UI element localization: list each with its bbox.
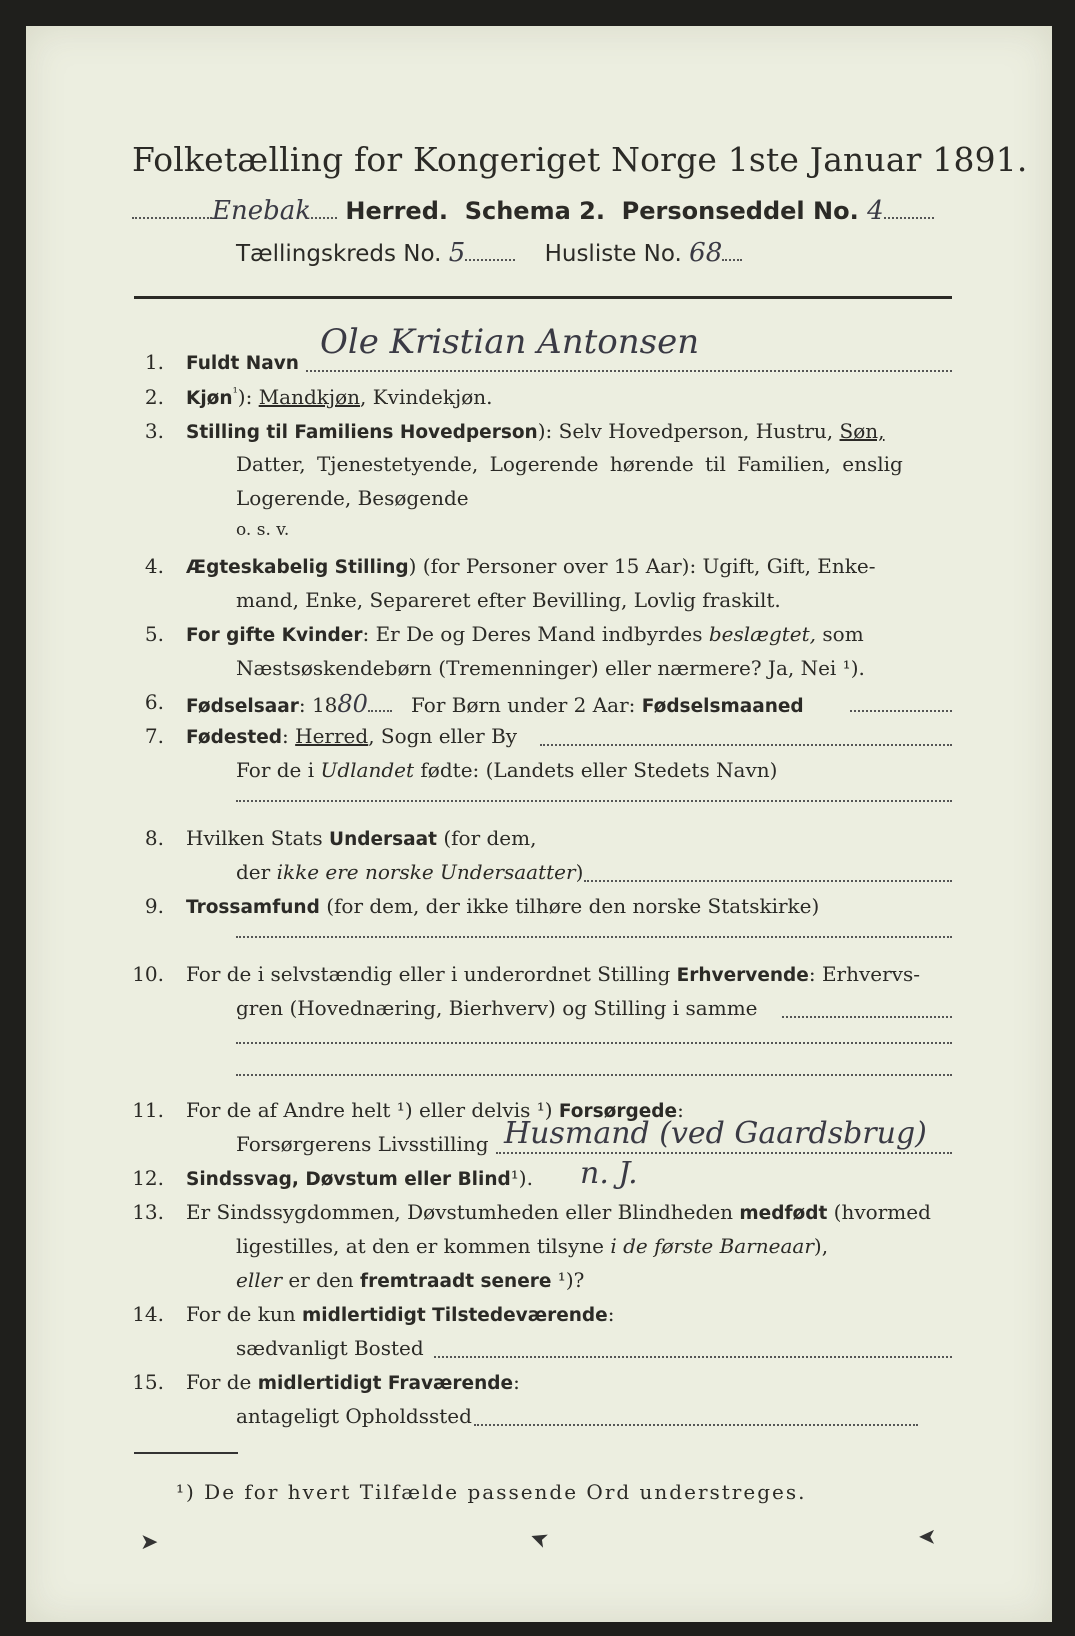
q14-row-2: sædvanligt Bosted <box>236 1336 424 1360</box>
herred-label: Herred. <box>345 197 448 225</box>
q7-fill-line <box>540 744 952 746</box>
q8-text-italic: ikke ere norske Undersaatter <box>276 860 576 884</box>
q7-text-sogn: , Sogn eller By <box>368 724 518 748</box>
q2-footnote-mark: ¹ <box>232 385 238 401</box>
q3-row-1 <box>186 419 885 443</box>
personseddel-label: Personseddel No. <box>621 197 859 225</box>
q6-label: Fødselsaar <box>186 696 299 717</box>
q3-row-3: Logerende, Besøgende <box>236 486 469 510</box>
q12-row <box>186 1166 533 1190</box>
q5-row-2: Næstsøskendebørn (Tremenninger) eller nærmere? Ja, Nei ¹). <box>236 656 865 680</box>
q13-text-3b: er den <box>282 1268 361 1292</box>
q13-row-2 <box>236 1234 828 1258</box>
footnote-rule <box>134 1452 238 1454</box>
item-number-2: 2. <box>144 385 164 409</box>
dotted-leader <box>884 217 934 219</box>
q3-row-2: Datter, Tjenestetyende, Logerende hørende til Familien, enslig <box>236 452 903 476</box>
q7-text-2a: For de i <box>236 758 321 782</box>
footnote: ¹) De for hvert Tilfælde passende Ord understreges. <box>176 1480 807 1504</box>
q2-option-kvindekjon: , Kvindekjøn. <box>360 385 493 409</box>
q7-option-herred-underlined: Herred <box>295 724 369 748</box>
q14-text-2: : <box>607 1302 615 1326</box>
q2-separator: ): <box>237 385 259 409</box>
item-number-8: 8. <box>144 826 164 850</box>
q15-label: midlertidigt Fraværende <box>257 1373 514 1394</box>
item-number-11: 11. <box>132 1098 164 1122</box>
q8-label: Undersaat <box>329 829 437 850</box>
q11-label: Forsørgede <box>558 1101 678 1122</box>
item-number-14: 14. <box>132 1302 164 1326</box>
header-rule <box>134 296 952 299</box>
husliste-label: Husliste No. <box>544 241 682 267</box>
q4-text-1: ) (for Personer over 15 Aar): Ugift, Gift, Enke- <box>408 554 876 578</box>
taellingskreds-label: Tællingskreds No. <box>236 241 442 267</box>
item-number-15: 15. <box>132 1370 164 1394</box>
q9-label: Trossamfund <box>186 897 320 918</box>
q8-text-close: ) <box>575 860 584 884</box>
dotted-leader <box>722 259 742 261</box>
registration-mark-left-icon: ➤ <box>140 1530 159 1555</box>
q11-text-2: : <box>677 1098 684 1122</box>
item-number-12: 12. <box>132 1166 164 1190</box>
q1-fill-line <box>306 370 952 372</box>
q3-text-1: ): Selv Hovedperson, Hustru, <box>537 419 840 443</box>
item-number-1: 1. <box>144 350 164 374</box>
q8-fill-line <box>584 880 952 882</box>
q13-label: medfødt <box>739 1203 828 1224</box>
item-number-9: 9. <box>144 894 164 918</box>
q5-text-som: som <box>816 622 864 646</box>
q1-row <box>186 350 299 374</box>
q10-fill-line <box>782 1016 952 1018</box>
q7-label: Fødested <box>186 727 283 748</box>
q8-text-der: der <box>236 860 277 884</box>
q13-row-1 <box>186 1200 931 1224</box>
q12-answer-handwritten: n. J. <box>580 1156 638 1191</box>
q7-row-1 <box>186 724 517 748</box>
q2-option-mandkjon-underlined: Mandkjøn <box>258 385 361 409</box>
q4-row-2: mand, Enke, Separeret efter Bevilling, Lovlig fraskilt. <box>236 588 781 612</box>
q7-fill-line-2 <box>236 800 952 802</box>
q12-text: ¹). <box>510 1166 533 1190</box>
q5-text-beslaegtet: beslægtet, <box>708 622 817 646</box>
q10-label: Erhvervende <box>676 965 809 986</box>
q5-row-1 <box>186 622 864 646</box>
q3-row-4: o. s. v. <box>236 520 290 540</box>
item-number-4: 4. <box>144 554 164 578</box>
herred-handwritten: Enebak <box>212 196 312 226</box>
q15-text-2: : <box>513 1370 520 1394</box>
personseddel-number: 4 <box>867 196 884 226</box>
q8-row-1 <box>186 826 536 850</box>
q15-fill-line <box>474 1424 918 1426</box>
q13-row-3 <box>236 1268 584 1292</box>
q13-text-2b: i de første Barneaar <box>610 1234 814 1258</box>
form-title: Folketælling for Kongeriget Norge 1ste Januar 1891. <box>132 140 1028 179</box>
q11-text-1: For de af Andre helt ¹) eller delvis ¹) <box>186 1098 559 1122</box>
q4-label: Ægteskabelig Stilling <box>186 557 409 578</box>
q12-label: Sindssvag, Døvstum eller Blind <box>186 1169 511 1190</box>
q14-fill-line <box>434 1356 952 1358</box>
item-number-6: 6. <box>144 690 164 714</box>
q5-label: gifte Kvinder <box>226 625 363 646</box>
registration-mark-center-icon: ➤ <box>526 1523 553 1554</box>
q9-row <box>186 894 819 918</box>
q6-row <box>186 690 804 718</box>
q9-text: (for dem, der ikke tilhøre den norske Statskirke) <box>319 894 820 918</box>
q13-label-2: fremtraadt senere <box>360 1271 552 1292</box>
q13-text-2a: ligestilles, at den er kommen tilsyne <box>236 1234 611 1258</box>
q13-text-eller: eller <box>236 1268 283 1292</box>
item-number-3: 3. <box>144 419 164 443</box>
q14-text-1: For de kun <box>186 1302 302 1326</box>
taellingskreds-row <box>236 238 856 272</box>
q10-text-2: : Erhvervs- <box>808 962 920 986</box>
registration-mark-right-icon: ➤ <box>918 1524 937 1549</box>
q1-answer-handwritten: Ole Kristian Antonsen <box>320 322 700 362</box>
q1-label: Fuldt Navn <box>186 353 299 374</box>
q10-fill-line-3 <box>236 1074 952 1076</box>
q13-text-3c: ¹)? <box>551 1268 585 1292</box>
q14-row-1 <box>186 1302 614 1326</box>
q11-answer-handwritten: Husmand (ved Gaardsbrug) <box>504 1116 927 1151</box>
q13-text-2c: ), <box>813 1234 829 1258</box>
q10-fill-line-2 <box>236 1042 952 1044</box>
taellingskreds-number: 5 <box>448 238 466 268</box>
dotted-leader <box>465 259 515 261</box>
q8-row-2 <box>236 860 583 884</box>
q3-option-son-underlined: Søn, <box>839 419 885 443</box>
q7-text-udlandet: Udlandet <box>320 758 415 782</box>
item-number-7: 7. <box>144 724 164 748</box>
q6-label-2: Fødselsmaaned <box>641 696 804 717</box>
q5-label-prefix: For <box>186 625 227 646</box>
item-number-10: 10. <box>132 962 164 986</box>
q10-row-2: gren (Hovednæring, Bierhverv) og Stilling i samme <box>236 996 758 1020</box>
q6-text-prefix: : 18 <box>298 693 338 717</box>
q5-text-1: : Er De og Deres Mand indbyrdes <box>362 622 709 646</box>
dotted-leader <box>311 217 337 219</box>
q2-row <box>186 385 493 409</box>
q7-text-2c: fødte: (Landets eller Stedets Navn) <box>414 758 778 782</box>
q15-row-2: antageligt Opholdssted <box>236 1404 472 1428</box>
dotted-leader <box>368 710 392 712</box>
q7-separator: : <box>282 724 296 748</box>
q3-label: Stilling til Familiens Hovedperson <box>186 422 538 443</box>
q2-label: Kjøn <box>186 388 233 409</box>
q11-fill-line <box>496 1152 952 1154</box>
q14-label: midlertidigt Tilstedeværende <box>301 1305 608 1326</box>
dotted-leader <box>132 217 212 219</box>
q15-row-1 <box>186 1370 520 1394</box>
q13-text-1: Er Sindssygdommen, Døvstumheden eller Blindheden <box>186 1200 740 1224</box>
q10-row-1 <box>186 962 920 986</box>
q13-text-2: (hvormed <box>827 1200 931 1224</box>
q10-text-1: For de i selvstændig eller i underordnet Stilling <box>186 962 677 986</box>
q4-row-1 <box>186 554 875 578</box>
q8-text-1: Hvilken Stats <box>186 826 330 850</box>
item-number-13: 13. <box>132 1200 164 1224</box>
husliste-number: 68 <box>689 238 723 268</box>
q8-text-2: (for dem, <box>436 826 537 850</box>
item-number-5: 5. <box>144 622 164 646</box>
q6-fill-line <box>850 710 952 712</box>
q9-fill-line <box>236 936 952 938</box>
q6-text-2: For Børn under 2 Aar: <box>411 693 642 717</box>
schema-label: Schema 2. <box>464 197 605 225</box>
herred-row <box>132 196 952 230</box>
q15-text-1: For de <box>186 1370 258 1394</box>
q11-row-2: Forsørgerens Livsstilling <box>236 1132 489 1156</box>
q6-year-handwritten: 80 <box>337 690 368 718</box>
q7-row-2 <box>236 758 777 782</box>
